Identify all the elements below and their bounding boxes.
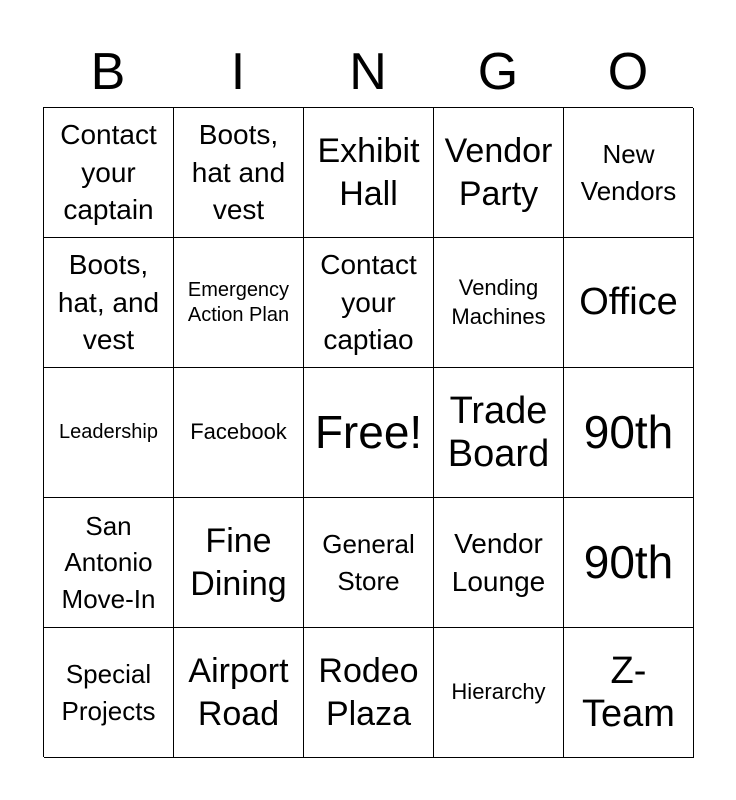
cell-label: Hierarchy xyxy=(451,679,546,705)
cell-label: Airport Road xyxy=(188,652,289,733)
header-letter-o: O xyxy=(607,43,649,101)
bingo-board xyxy=(43,107,693,757)
bingo-cell[interactable] xyxy=(44,628,174,758)
bingo-cell[interactable] xyxy=(44,108,174,238)
bingo-header xyxy=(43,38,693,106)
bingo-cell[interactable] xyxy=(564,628,694,758)
cell-label: Emergency Action Plan xyxy=(187,278,290,326)
header-letter-g: G xyxy=(477,43,519,101)
cell-label: Vending Machines xyxy=(451,274,546,329)
bingo-cell[interactable] xyxy=(304,108,434,238)
bingo-cell[interactable] xyxy=(434,108,564,238)
bingo-cell[interactable] xyxy=(174,238,304,368)
cell-label: Leadership xyxy=(59,421,158,443)
cell-label: Fine Dining xyxy=(190,522,287,603)
cell-label: Boots, hat, and vest xyxy=(57,248,160,356)
bingo-cell[interactable] xyxy=(564,498,694,628)
cell-label: 90th xyxy=(583,405,674,458)
bingo-cell[interactable] xyxy=(304,498,434,628)
bingo-cell[interactable] xyxy=(174,108,304,238)
bingo-cell[interactable] xyxy=(304,628,434,758)
cell-label: Facebook xyxy=(190,419,287,445)
cell-label: Trade Board xyxy=(447,389,550,475)
cell-label: San Antonio Move-In xyxy=(61,510,156,614)
bingo-cell[interactable] xyxy=(44,368,174,498)
bingo-cell[interactable] xyxy=(434,628,564,758)
bingo-cell[interactable] xyxy=(434,498,564,628)
header-letter-i: I xyxy=(230,43,246,101)
bingo-cell[interactable] xyxy=(174,628,304,758)
cell-label: Rodeo Plaza xyxy=(318,652,419,733)
cell-label: Exhibit Hall xyxy=(317,132,420,213)
cell-label: 90th xyxy=(583,535,674,588)
cell-label: Special Projects xyxy=(61,659,156,726)
bingo-cell[interactable] xyxy=(564,368,694,498)
free-space-cell[interactable] xyxy=(304,368,434,498)
cell-label: Vendor Lounge xyxy=(451,527,546,597)
cell-label: Boots, hat and vest xyxy=(191,118,286,226)
bingo-cell[interactable] xyxy=(564,238,694,368)
cell-label: General Store xyxy=(322,529,415,596)
bingo-cell[interactable] xyxy=(44,498,174,628)
bingo-cell[interactable] xyxy=(304,238,434,368)
bingo-cell[interactable] xyxy=(434,368,564,498)
bingo-cell[interactable] xyxy=(174,498,304,628)
cell-label: Office xyxy=(579,281,678,324)
bingo-cell[interactable] xyxy=(434,238,564,368)
cell-label: Contact your captiao xyxy=(320,248,417,356)
header-letter-b: B xyxy=(90,43,126,101)
cell-label: New Vendors xyxy=(580,139,677,206)
bingo-cell[interactable] xyxy=(564,108,694,238)
free-space-label: Free! xyxy=(314,405,423,458)
cell-label: Contact your captain xyxy=(60,118,157,226)
cell-label: Z- Team xyxy=(582,649,675,735)
header-letter-n: N xyxy=(349,43,387,101)
cell-label: Vendor Party xyxy=(444,132,553,213)
bingo-cell[interactable] xyxy=(174,368,304,498)
bingo-cell[interactable] xyxy=(44,238,174,368)
